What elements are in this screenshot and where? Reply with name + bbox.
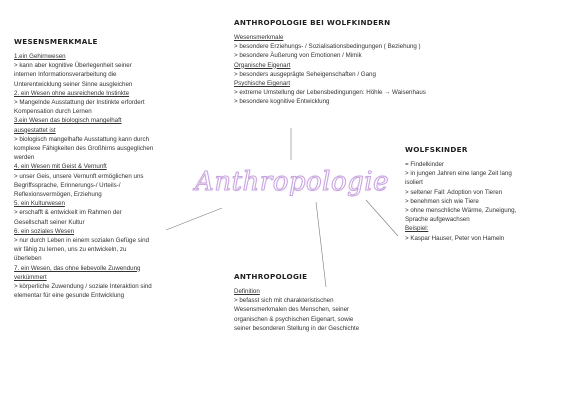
wesensmerkmale-line: 3.ein Wesen das biologisch mangelhaft bbox=[14, 117, 122, 125]
wesensmerkmale-line: internen Informationsverarbeitung die bbox=[14, 71, 117, 79]
wolfskinder-line: > benehmen sich wie Tiere bbox=[405, 197, 479, 205]
heading-wesensmerkmale: WESENSMERKMALE bbox=[14, 37, 98, 46]
wesensmerkmale-line: Gesellschaft seiner Kultur bbox=[14, 218, 85, 226]
wolfskinder-line: > Kaspar Hauser, Peter von Hameln bbox=[405, 234, 505, 242]
anthropologie-line: organischen & psychischen Eigenart, sowie bbox=[234, 315, 354, 323]
wesensmerkmale-line: überleben bbox=[14, 255, 42, 263]
wolfskindern-line: > besondere Äußerung von Emotionen / Mimik bbox=[234, 52, 362, 60]
anthropologie-line: Wesensmerkmalen des Menschen, seiner bbox=[234, 306, 350, 314]
wesensmerkmale-line: werden bbox=[14, 154, 35, 162]
section-anthropologie bbox=[234, 272, 359, 333]
wolfskinder-line: Beispiel: bbox=[405, 225, 429, 233]
wolfskinder-line: > seltener Fall: Adoption von Tieren bbox=[405, 188, 503, 196]
section-wolfskinder bbox=[405, 145, 516, 243]
wolfskindern-line: Wesensmerkmale bbox=[234, 34, 284, 41]
anthropologie-line: seiner besonderen Stellung in der Geschichte bbox=[234, 324, 360, 332]
wolfskindern-line: Psychische Eigenart bbox=[234, 80, 291, 88]
wesensmerkmale-line: > biologisch mangelhafte Ausstattung kann durch bbox=[14, 135, 150, 143]
heading-wolfskinder: WOLFSKINDER bbox=[405, 145, 468, 154]
wesensmerkmale-line: > erschafft & entwickelt im Rahmen der bbox=[14, 209, 122, 217]
wolfskinder-line: > in jungen Jahren eine lange Zeit lang bbox=[405, 170, 512, 178]
anthropologie-line: > befasst sich mit charakteristischen bbox=[234, 297, 334, 305]
wesensmerkmale-line: verkümmert bbox=[14, 273, 47, 281]
wesensmerkmale-line: 2. ein Wesen ohne ausreichende Instinkte bbox=[14, 89, 130, 97]
wolfskinder-line: > ohne menschliche Wärme, Zuneigung, bbox=[405, 207, 517, 215]
section-wesensmerkmale bbox=[14, 37, 153, 300]
wolfskinder-line: = Findelkinder bbox=[405, 161, 445, 168]
wesensmerkmale-line: komplexe Fähigkeiten des Großhirns ausgeglichen bbox=[14, 145, 154, 153]
wolfskindern-line: > besondere kognitive Entwicklung bbox=[234, 98, 330, 106]
wolfskindern-line: Organische Eigenart bbox=[234, 61, 291, 69]
wolfskindern-line: > besondere Erziehungs- / Sozialisationsbedingungen ( Beziehung ) bbox=[234, 43, 421, 51]
wesensmerkmale-line: > Mangelnde Ausstattung der Instinkte erfordert bbox=[14, 99, 145, 107]
wesensmerkmale-line: ausgestattet ist bbox=[14, 126, 56, 134]
wesensmerkmale-line: elementar für eine gesunde Entwicklung bbox=[14, 292, 125, 300]
connector-right bbox=[366, 200, 398, 236]
heading-anthropologie: ANTHROPOLOGIE bbox=[234, 272, 308, 281]
anthropologie-line: Definition bbox=[234, 288, 260, 295]
wolfskinder-line: Sprache aufgewachsen bbox=[405, 216, 470, 224]
wesensmerkmale-line: 1.ein Gehirnwesen bbox=[14, 53, 66, 60]
section-anthropologie-wolfskindern bbox=[234, 18, 426, 107]
wesensmerkmale-line: > nur durch Leben in einem sozialen Gefüge sind bbox=[14, 237, 150, 245]
wesensmerkmale-line: 7. ein Wesen, das ohne liebevolle Zuwendung bbox=[14, 264, 141, 272]
wolfskinder-line: isoliert bbox=[405, 179, 423, 187]
wolfskindern-line: > extreme Umstellung der Lebensbedingungen: Höhle → Waisenhaus bbox=[234, 89, 426, 97]
wesensmerkmale-line: 5. ein Kulturwesen bbox=[14, 200, 65, 208]
wesensmerkmale-line: Reflexionsvermögen, Erziehung bbox=[14, 191, 102, 199]
wesensmerkmale-line: > körperliche Zuwendung / soziale Interaktion sind bbox=[14, 283, 152, 291]
wesensmerkmale-line: Begriffssprache, Erinnerungs-/ Urteils-/ bbox=[14, 181, 121, 189]
heading-anthropologie-wolfskindern: ANTHROPOLOGIE BEI WOLFKINDERN bbox=[234, 18, 391, 27]
connector-left bbox=[166, 208, 222, 230]
wesensmerkmale-line: wir fähig zu lernen, uns zu entwickeln, zu bbox=[14, 246, 127, 254]
wesensmerkmale-line: 4. ein Wesen mit Geist & Vernunft bbox=[14, 163, 107, 171]
wesensmerkmale-line: > kann aber kognitive Überlegenheit seiner bbox=[14, 62, 132, 70]
wesensmerkmale-line: > unser Geis, unsere Vernunft ermöglichen uns bbox=[14, 172, 144, 180]
wesensmerkmale-line: Unterentwicklung seiner Sinne ausgleichen bbox=[14, 80, 133, 88]
wolfskindern-line: > besonders ausgeprägte Seheigenschaften / Gang bbox=[234, 70, 376, 78]
wesensmerkmale-line: Kompensation durch Lernen bbox=[14, 108, 92, 116]
wesensmerkmale-line: 6. ein soziales Wesen bbox=[14, 227, 75, 235]
center-title: Anthropologie bbox=[195, 167, 389, 197]
